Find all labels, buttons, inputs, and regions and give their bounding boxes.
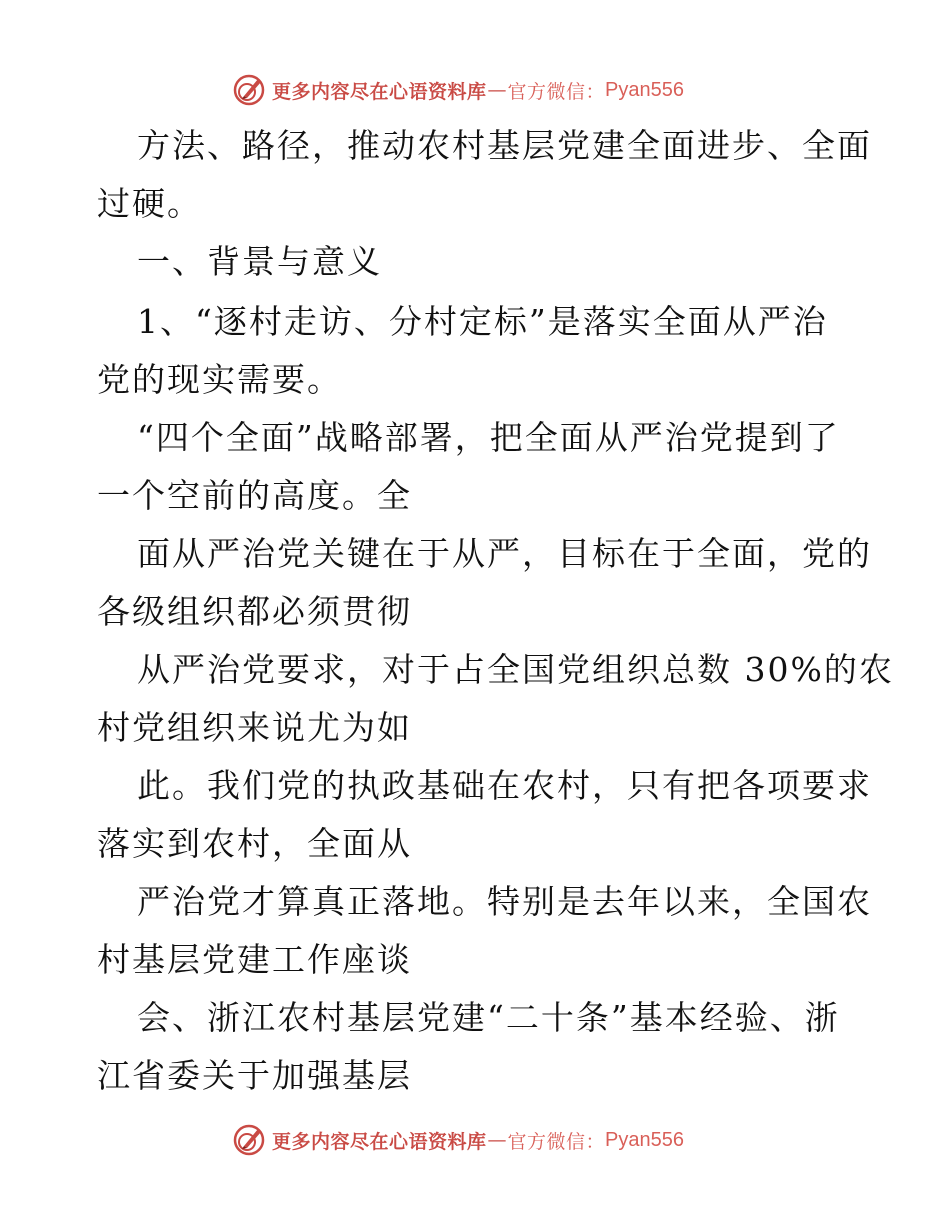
text-line: 从严治党要求，对于占全国党组织总数 30%的农 — [137, 650, 894, 689]
watermark-site-text: 更多内容尽在心语资料库 — [272, 80, 487, 103]
watermark-site-text: 更多内容尽在心语资料库 — [272, 1130, 487, 1153]
watermark-dash: — — [487, 79, 507, 101]
subsection-heading-cont: 党的现实需要。 — [97, 360, 342, 399]
text-line: 严治党才算真正落地。特别是去年以来，全国农 — [137, 882, 872, 921]
watermark-footer — [232, 1122, 684, 1158]
watermark-account-label: 官方微信： — [507, 1130, 606, 1153]
text-line: 此。我们党的执政基础在农村，只有把各项要求 — [137, 766, 872, 805]
text-line: 各级组织都必须贯彻 — [97, 592, 412, 631]
text-line: 会、浙江农村基层党建“二十条”基本经验、浙 — [137, 998, 840, 1037]
text-line: 一个空前的高度。全 — [97, 476, 412, 515]
text-line: 方法、路径，推动农村基层党建全面进步、全面 — [137, 126, 872, 165]
text-line: 落实到农村，全面从 — [97, 824, 412, 863]
watermark-header — [232, 72, 684, 108]
text-line: 村党组织来说尤为如 — [97, 708, 412, 747]
text-line: “四个全面”战略部署，把全面从严治党提到了 — [137, 418, 840, 457]
subsection-heading: 1、“逐村走访、分村定标”是落实全面从严治 — [137, 302, 828, 341]
text-line: 面从严治党关键在于从严，目标在于全面，党的 — [137, 534, 872, 573]
text-line: 江省委关于加强基层 — [97, 1056, 412, 1095]
text-line: 村基层党建工作座谈 — [97, 940, 412, 979]
watermark-account-id: Pyan556 — [605, 1128, 684, 1151]
watermark-account-label: 官方微信： — [507, 80, 606, 103]
watermark-account-id: Pyan556 — [605, 78, 684, 101]
pen-logo-icon — [232, 73, 266, 107]
section-heading: 一、背景与意义 — [137, 242, 382, 281]
pen-logo-icon — [232, 1123, 266, 1157]
text-line: 过硬。 — [97, 184, 202, 223]
watermark-dash: — — [487, 1129, 507, 1151]
